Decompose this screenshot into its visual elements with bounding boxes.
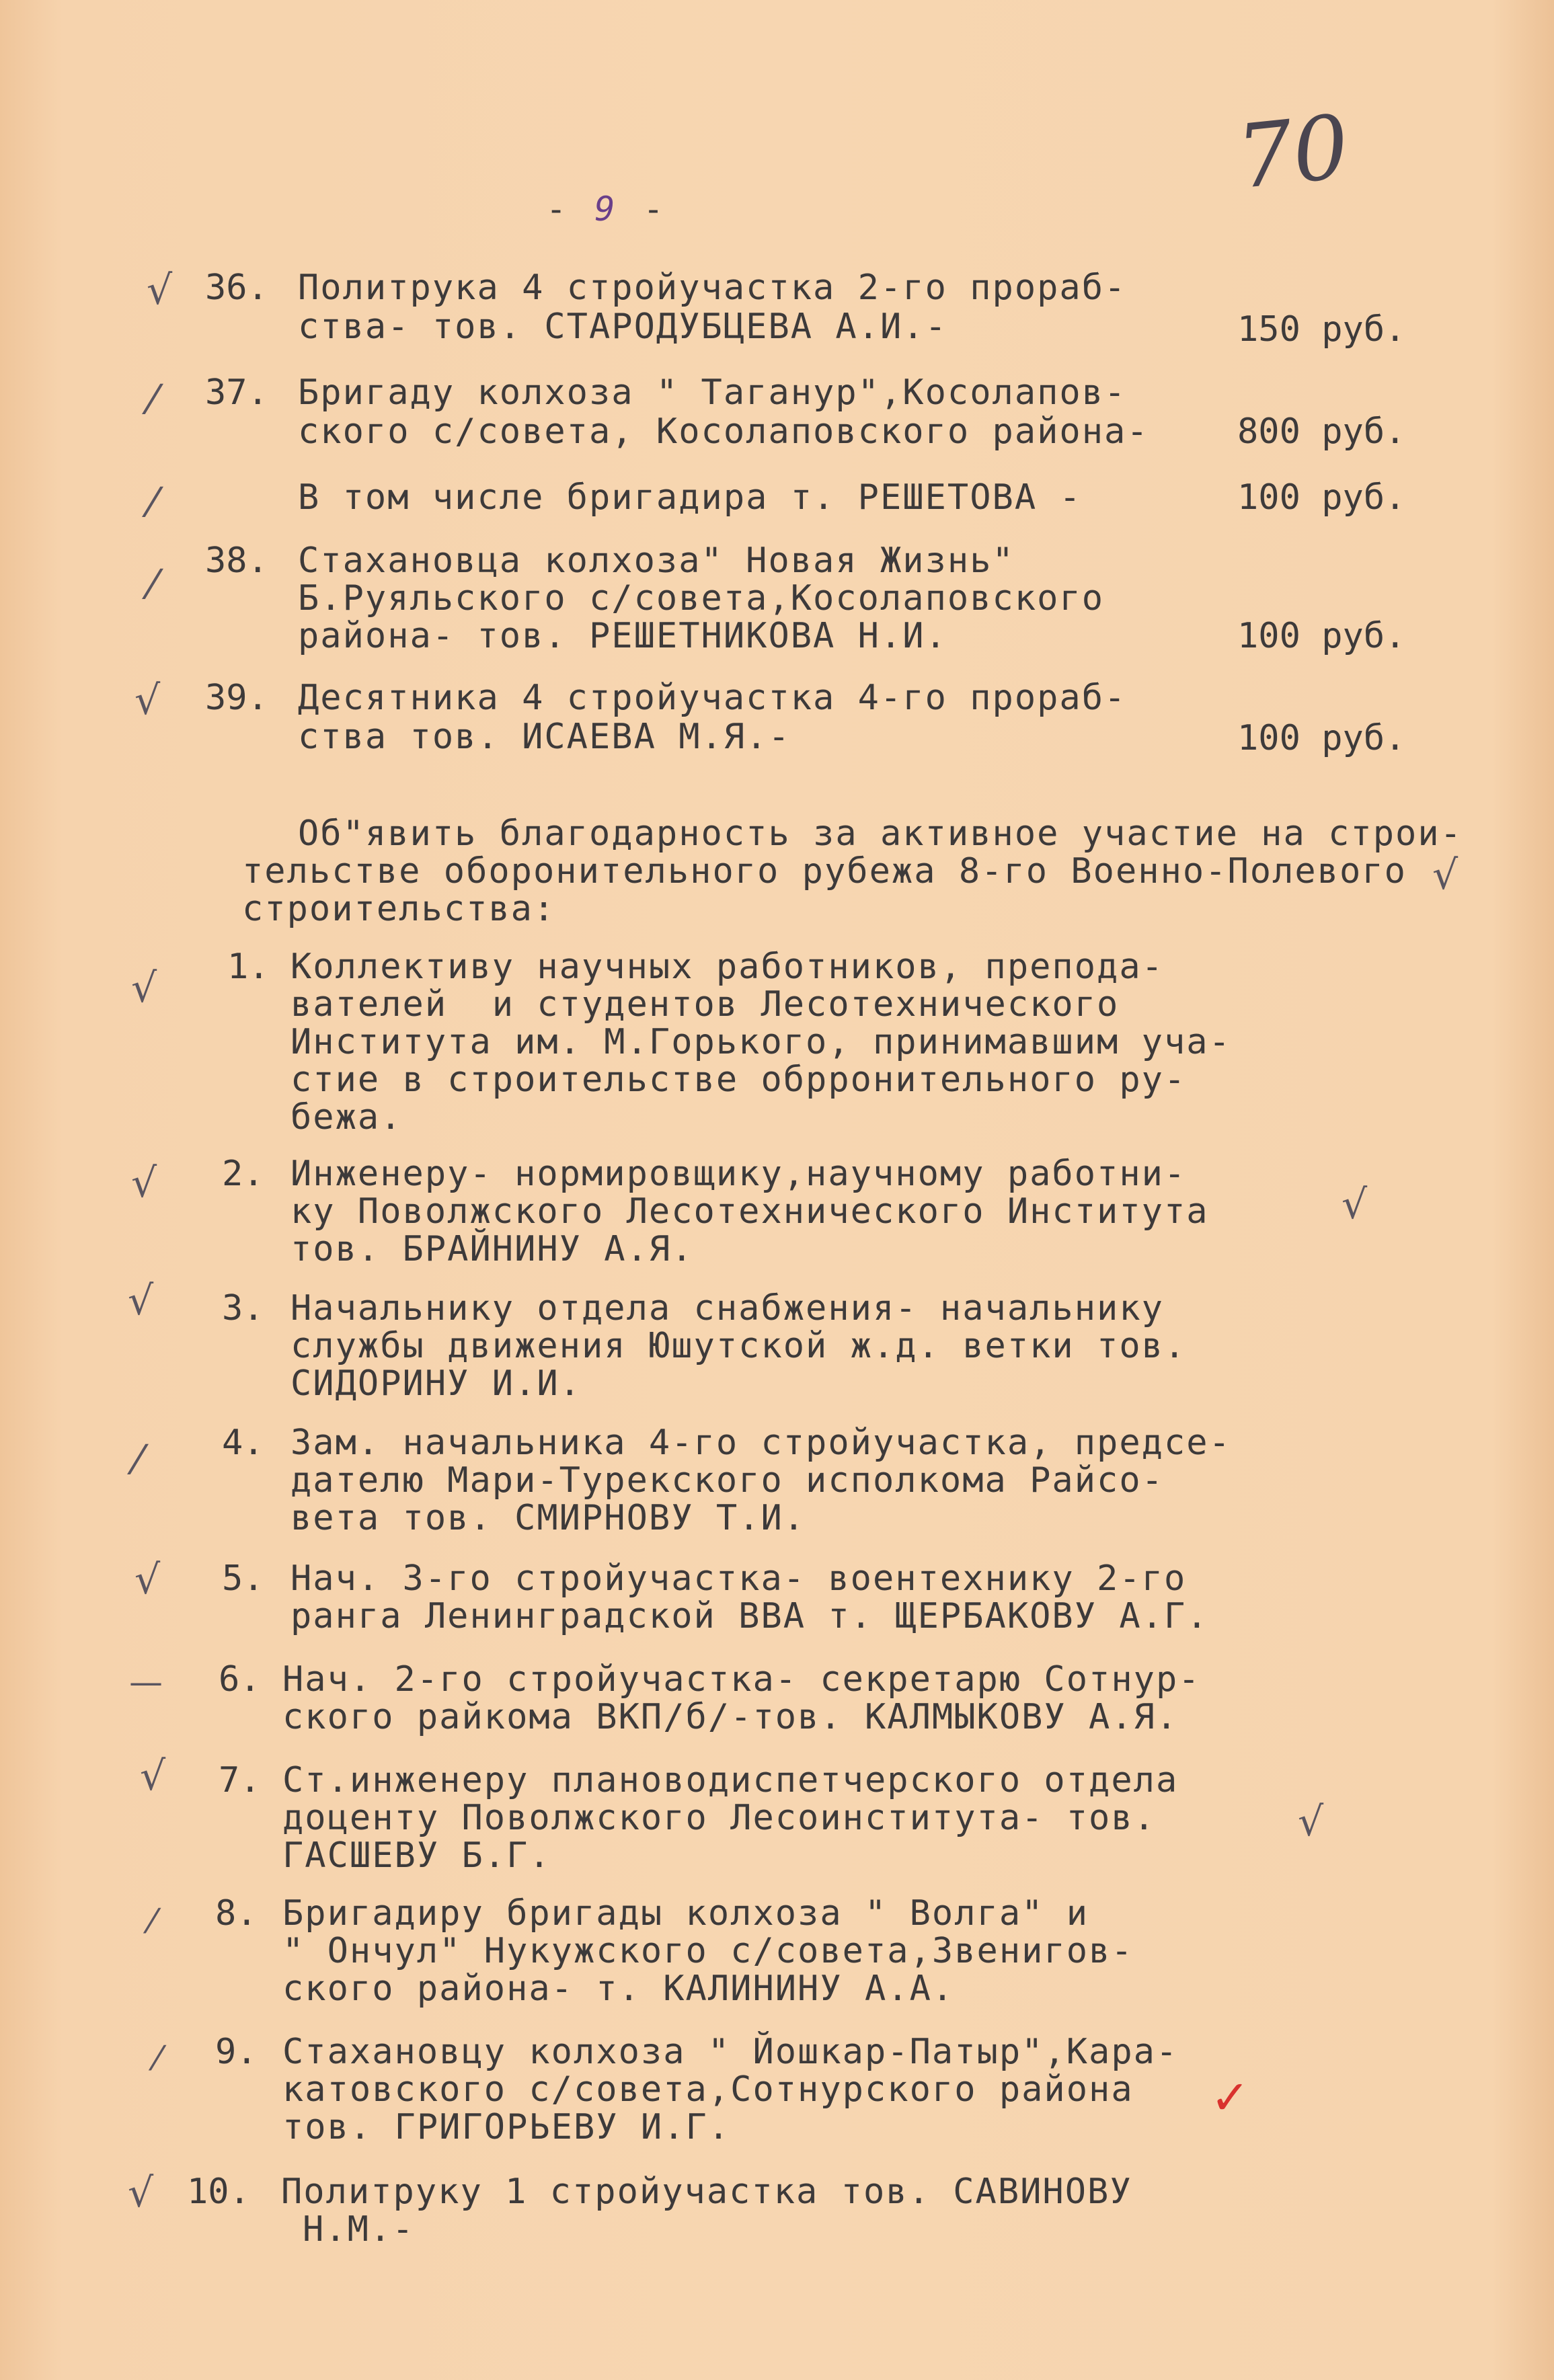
item-amount: 800 руб. xyxy=(1237,411,1406,452)
item-number: 6. xyxy=(219,1659,261,1700)
margin-tick-mark: ⁄ xyxy=(134,1437,142,1484)
item-text-line: Б.Руяльского с/совета,Косолаповского xyxy=(298,578,1105,619)
item-number: 37. xyxy=(205,372,268,413)
margin-check-mark: √ xyxy=(140,1753,166,1800)
margin-check-mark: √ xyxy=(134,1556,161,1603)
item-number: 3. xyxy=(222,1288,264,1328)
item-number: 1. xyxy=(227,947,270,987)
item-text-line: ства тов. ИСАЕВА М.Я.- xyxy=(298,717,791,757)
margin-check-mark: √ xyxy=(131,965,157,1012)
margin-check-mark: √ xyxy=(1342,1181,1368,1228)
item-text-line: Бригадиру бригады колхоза " Волга" и xyxy=(282,1893,1089,1934)
item-text-line: Инженеру- нормировщику,научному работни- xyxy=(290,1154,1187,1194)
item-text-line: Стахановца колхоза" Новая Жизнь" xyxy=(298,541,1015,581)
item-text-line: ранга Ленинградской ВВА т. ЩЕРБАКОВУ А.Г. xyxy=(290,1596,1209,1636)
item-text-line: Десятника 4 стройучастка 4-го прораб- xyxy=(298,678,1127,718)
margin-dash-mark: — xyxy=(129,1663,163,1702)
margin-check-mark: √ xyxy=(1298,1798,1324,1846)
item-text-line: Политрука 4 стройучастка 2-го прораб- xyxy=(298,268,1127,308)
item-text-line: Института им. М.Горького, принимавшим уча- xyxy=(290,1022,1231,1062)
item-amount: 100 руб. xyxy=(1237,477,1406,518)
margin-check-mark: √ xyxy=(147,267,173,314)
item-text-line: вета тов. СМИРНОВУ Т.И. xyxy=(290,1498,806,1538)
page-number-suffix: - xyxy=(643,190,668,229)
margin-check-mark: √ xyxy=(128,1277,154,1324)
item-number: 36. xyxy=(205,268,268,308)
item-text-line: доценту Поволжского Лесоинститута- тов. xyxy=(282,1798,1156,1838)
item-number: 5. xyxy=(222,1558,264,1599)
item-text-line: ку Поволжского Лесотехнического Института xyxy=(290,1191,1209,1232)
item-text-line: бежа. xyxy=(290,1097,403,1138)
item-number: 7. xyxy=(219,1760,261,1800)
page-number xyxy=(546,190,668,229)
margin-check-mark: √ xyxy=(1432,852,1459,899)
item-amount: 150 руб. xyxy=(1237,309,1406,350)
item-text-line: СИДОРИНУ И.И. xyxy=(290,1363,582,1404)
margin-tick-mark: ⁄ xyxy=(155,2039,161,2078)
intro-line: Об"явить благодарность за активное участие на строи- xyxy=(298,814,1463,854)
item-text-line: тов. БРАЙНИНУ А.Я. xyxy=(290,1229,694,1269)
margin-check-mark: √ xyxy=(128,2170,154,2217)
item-text-line: Н.М.- xyxy=(303,2209,415,2250)
item-text-line: Бригаду колхоза " Таганур",Косолапов- xyxy=(298,372,1127,413)
page-number-prefix: - xyxy=(546,190,571,229)
margin-tick-mark: ⁄ xyxy=(149,561,157,608)
item-text-line: Нач. 2-го стройучастка- секретарю Сотнур- xyxy=(282,1659,1201,1700)
item-text-line: ГАСШЕВУ Б.Г. xyxy=(282,1835,551,1876)
folio-number: 70 xyxy=(1232,95,1354,209)
item-text-line: Политруку 1 стройучастка тов. САВИНОВУ xyxy=(281,2172,1132,2212)
red-check-mark: ✓ xyxy=(1210,2070,1250,2125)
item-text-line: Зам. начальника 4-го стройучастка, предсе- xyxy=(290,1423,1231,1463)
item-amount: 100 руб. xyxy=(1237,718,1406,758)
item-text-line: ского района- т. КАЛИНИНУ А.А. xyxy=(282,1969,955,2009)
item-text-line: ского райкома ВКП/б/-тов. КАЛМЫКОВУ А.Я. xyxy=(282,1697,1179,1737)
margin-check-mark: √ xyxy=(131,1160,157,1207)
margin-tick-mark: ⁄ xyxy=(149,376,157,424)
item-text-line: катовского с/совета,Сотнурского района xyxy=(282,2069,1134,2110)
item-text-line: вателей и студентов Лесотехнического xyxy=(290,984,1120,1025)
item-number: 38. xyxy=(205,541,268,581)
item-number: 39. xyxy=(205,678,268,718)
item-number: 8. xyxy=(215,1893,258,1934)
item-text-line: дателю Мари-Турекского исполкома Райсо- xyxy=(290,1460,1164,1501)
item-text-line: стие в строительстве обрронительного ру- xyxy=(290,1060,1187,1100)
item-text-line: района- тов. РЕШЕТНИКОВА Н.И. xyxy=(298,616,947,656)
item-number: 9. xyxy=(215,2032,258,2072)
margin-tick-mark: ⁄ xyxy=(149,479,157,526)
item-amount: 100 руб. xyxy=(1237,616,1406,656)
item-text-line: Коллективу научных работников, препода- xyxy=(290,947,1164,987)
intro-line: строительства: xyxy=(242,889,556,929)
page-number-digit: 9 xyxy=(594,190,619,229)
margin-check-mark: √ xyxy=(134,677,161,724)
item-number: 4. xyxy=(222,1423,264,1463)
item-text-line: В том числе бригадира т. РЕШЕТОВА - xyxy=(298,477,1082,518)
item-text-line: Начальнику отдела снабжения- начальнику xyxy=(290,1288,1164,1328)
item-text-line: Нач. 3-го стройучастка- воентехнику 2-го xyxy=(290,1558,1187,1599)
item-text-line: ства- тов. СТАРОДУБЦЕВА А.И.- xyxy=(298,307,947,347)
intro-line: тельстве оборонительного рубежа 8-го Военно-Полевого xyxy=(242,851,1407,891)
item-text-line: Стахановцу колхоза " Йошкар-Патыр",Кара- xyxy=(282,2032,1179,2072)
item-number: 2. xyxy=(222,1154,264,1194)
item-text-line: Ст.инженеру плановодиспетчерского отдела xyxy=(282,1760,1179,1800)
item-text-line: " Ончул" Нукужского с/совета,Звенигов- xyxy=(282,1931,1134,1971)
item-text-line: ского с/совета, Косолаповского района- xyxy=(298,411,1149,452)
item-number: 10. xyxy=(187,2172,250,2212)
item-text-line: службы движения Юшутской ж.д. ветки тов. xyxy=(290,1326,1187,1366)
item-text-line: тов. ГРИГОРЬЕВУ И.Г. xyxy=(282,2107,731,2147)
margin-tick-mark: ⁄ xyxy=(149,1902,155,1941)
